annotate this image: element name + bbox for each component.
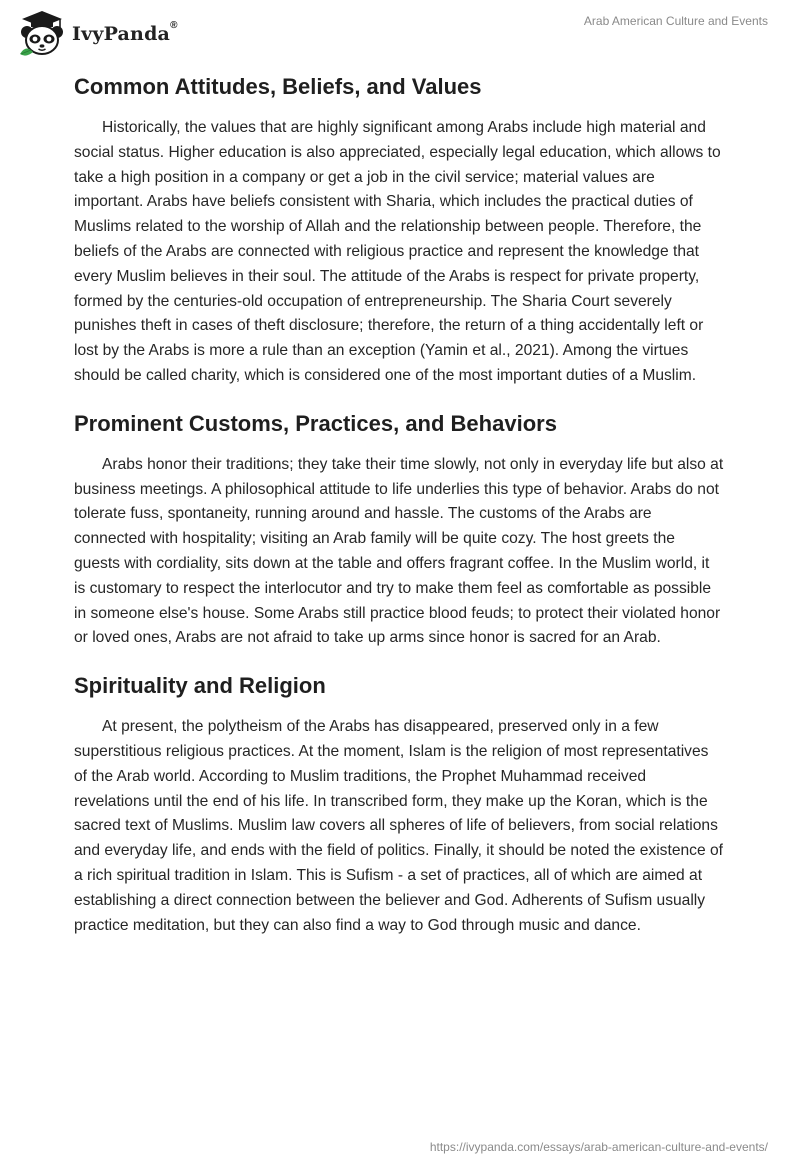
registered-mark: ® bbox=[170, 20, 178, 31]
brand-name: IvyPanda® bbox=[72, 20, 178, 45]
section-attitudes-beliefs-values bbox=[74, 70, 724, 389]
section-customs-practices-behaviors bbox=[74, 407, 724, 651]
section-spirituality-religion bbox=[74, 669, 724, 938]
section-paragraph: Historically, the values that are highly significant among Arabs include high material and social status. Higher education is also appreciated, especially legal education, which allows to take a high position in a company or get a job in the civil service; material values are important. Arabs have beliefs consistent with Sharia, which includes the practical duties of Muslims related to the worship of Allah and the relationship between people. Therefore, the beliefs of the Arabs are connected with religious practice and represent the knowledge that every Muslim believes in their soul. The attitude of the Arabs is respect for private property, formed by the centuries-old occupation of entrepreneurship. The Sharia Court severely punishes theft in cases of theft disclosure; therefore, the return of a thing accidentally left or lost by the Arabs is more a rule than an exception (Yamin et al., 2021). Among the virtues should be called charity, which is considered one of the most important duties of a Muslim. bbox=[74, 119, 721, 384]
section-heading: Prominent Customs, Practices, and Behaviors bbox=[74, 410, 557, 436]
essay-content bbox=[74, 70, 724, 956]
page-header bbox=[0, 0, 800, 64]
section-paragraph: Arabs honor their traditions; they take their time slowly, not only in everyday life but also at business meetings. A philosophical attitude to life underlies this type of behavior. Arabs do not tolerate fuss, spontaneity, running around and hassle. The customs of the Arabs are connected with hospitality; visiting an Arab family will be quite cozy. The host greets the guests with cordiality, sits down at the table and offers fragrant coffee. In the Muslim world, it is customary to respect the interlocutor and try to make them feel as comfortable as possible in someone else's house. Some Arabs still practice blood feuds; to protect their violated honor or loved ones, Arabs are not afraid to take up arms since honor is sacred for an Arab. bbox=[74, 455, 724, 647]
section-heading: Common Attitudes, Beliefs, and Values bbox=[74, 74, 482, 99]
source-url-link[interactable]: https://ivypanda.com/essays/arab-american-culture-and-events/ bbox=[429, 1140, 768, 1154]
section-heading: Spirituality and Religion bbox=[74, 673, 326, 699]
brand-logo[interactable] bbox=[16, 8, 178, 60]
panda-logo-icon bbox=[16, 8, 68, 60]
section-paragraph: At present, the polytheism of the Arabs has disappeared, preserved only in a few superstitious religious practices. At the moment, Islam is the religion of most representatives of the Arab world. According to Muslim traditions, the Prophet Muhammad received revelations until the end of his life. In transcribed form, they make up the Koran, which is the sacred text of Muslims. Muslim law covers all spheres of life of believers, from social relations and everyday life, and ends with the field of politics. Finally, it should be noted the existence of a rich spiritual tradition in Islam. This is Sufism - a set of practices, all of which are aimed at establishing a direct connection between the believer and God. Adherents of Sufism usually practice meditation, but they can also find a way to God through music and dance. bbox=[74, 718, 723, 934]
document-title: Arab American Culture and Events bbox=[583, 14, 768, 28]
